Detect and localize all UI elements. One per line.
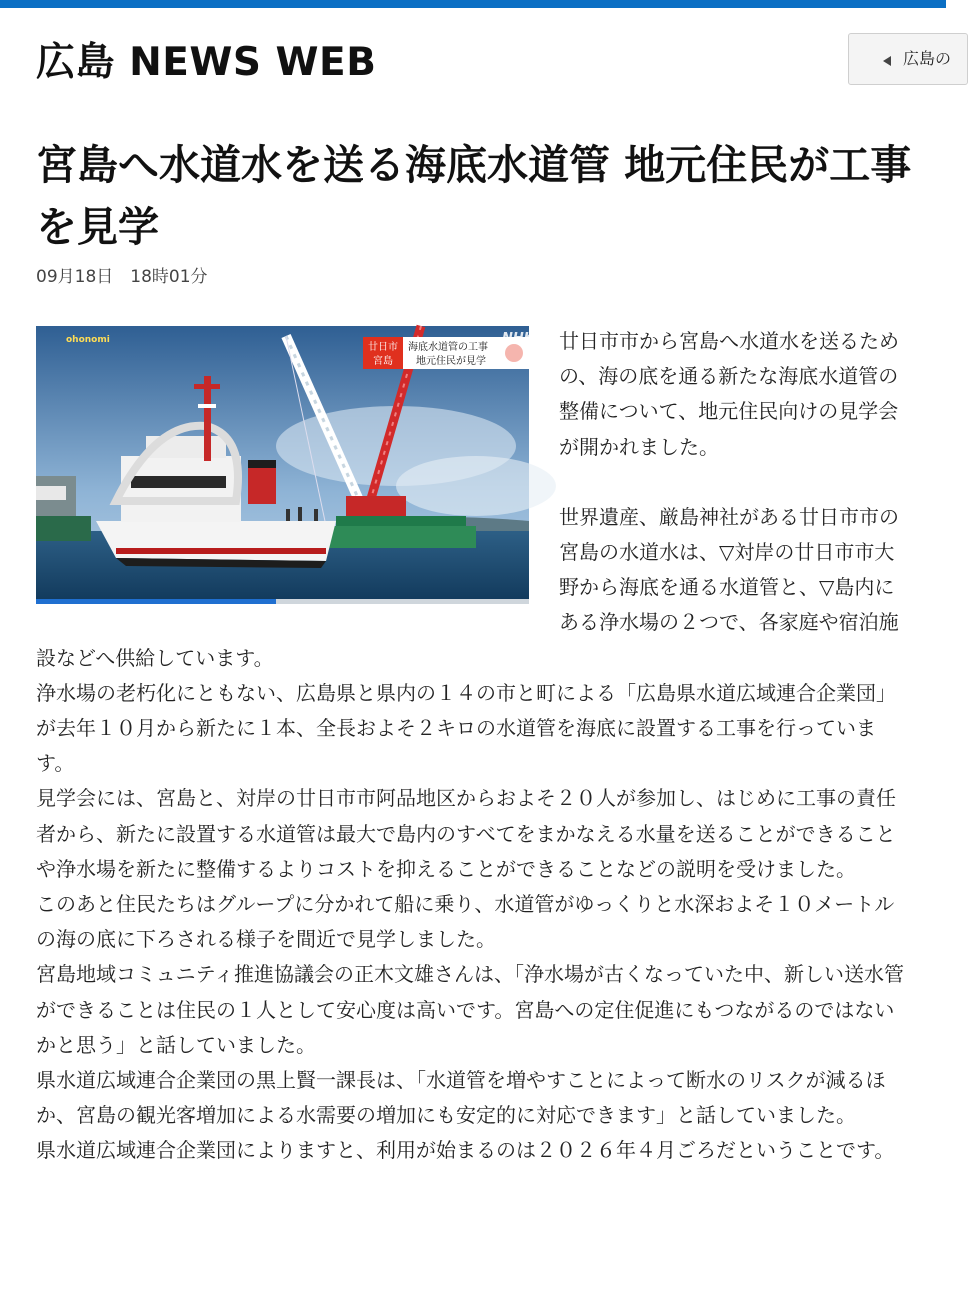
- top-accent-bar: [0, 0, 946, 8]
- article-headline: 宮島へ水道水を送る海底水道管 地元住民が工事を見学: [36, 141, 912, 251]
- article-paragraph: 県水道広域連合企業団によりますと、利用が始まるのは２０２６年４月ごろだということです。: [36, 1138, 895, 1163]
- article-paragraph: このあと住民たちはグループに分かれて船に乗り、水道管がゆっくりと水深およそ１０メートルの海の底に下ろされる様子を間近で見学しました。: [36, 892, 895, 952]
- article-paragraph: 宮島地域コミュニティ推進協議会の正木文雄さんは、「浄水場が古くなっていた中、新しい送水管ができることは住民の１人として安心度は高いです。宮島への定住促進にもつながるのではないかと思う」と話していました。: [36, 962, 904, 1057]
- region-nav-label: 広島の: [903, 49, 952, 68]
- video-progress-fill: [36, 599, 276, 604]
- article-paragraph: 県水道広域連合企業団の黒上賢一課長は、「水道管を増やすことによって断水のリスクが減るほか、宮島の観光客増加による水需要の増加にも安定的に対応できます」と話していました。: [36, 1068, 886, 1128]
- article-body: [36, 324, 912, 1169]
- caption-title-line1: 海底水道管の工事: [408, 342, 488, 353]
- article-paragraph: 浄水場の老朽化にともない、広島県と県内の１４の市と町による「広島県水道広域連合企業団」が去年１０月から新たに１本、全長およそ２キロの水道管を海底に設置する工事を行っています。: [36, 680, 896, 776]
- article-paragraph: 世界遺産、厳島神社がある廿日市市の宮島の水道水は、▽対岸の廿日市市大野から海底を通る水道管と、▽島内にある浄水場の２つで、各家庭や宿泊施設などへ供給しています。: [36, 504, 899, 670]
- program-logo: ohonomi: [66, 335, 110, 345]
- channel-logo: NHK: [502, 331, 534, 346]
- article-paragraph: 見学会には、宮島と、対岸の廿日市市阿品地区からおよそ２０人が参加し、はじめに工事の責任者から、新たに設置する水道管は最大で島内のすべてをまかなえる水量を送ることができることや浄水場を新たに整備するよりコストを抑えることができることなどの説明を受けました。: [36, 786, 896, 881]
- site-title[interactable]: 広島 NEWS WEB: [36, 40, 377, 85]
- caption-title-line2: 地元住民が見学: [416, 356, 486, 367]
- article-photo[interactable]: [36, 326, 534, 604]
- caption-location-line1: 廿日市: [368, 342, 398, 353]
- news-video-still: [36, 326, 534, 604]
- caption-location-line2: 宮島: [373, 356, 393, 367]
- article-date: 09月18日 18時01分: [36, 267, 208, 287]
- region-nav-button[interactable]: [848, 33, 968, 85]
- triangle-left-icon: [883, 56, 891, 66]
- article-paragraph: 廿日市市から宮島へ水道水を送るための、海の底を通る新たな海底水道管の整備について、地元住民向けの見学会が開かれました。: [559, 329, 899, 459]
